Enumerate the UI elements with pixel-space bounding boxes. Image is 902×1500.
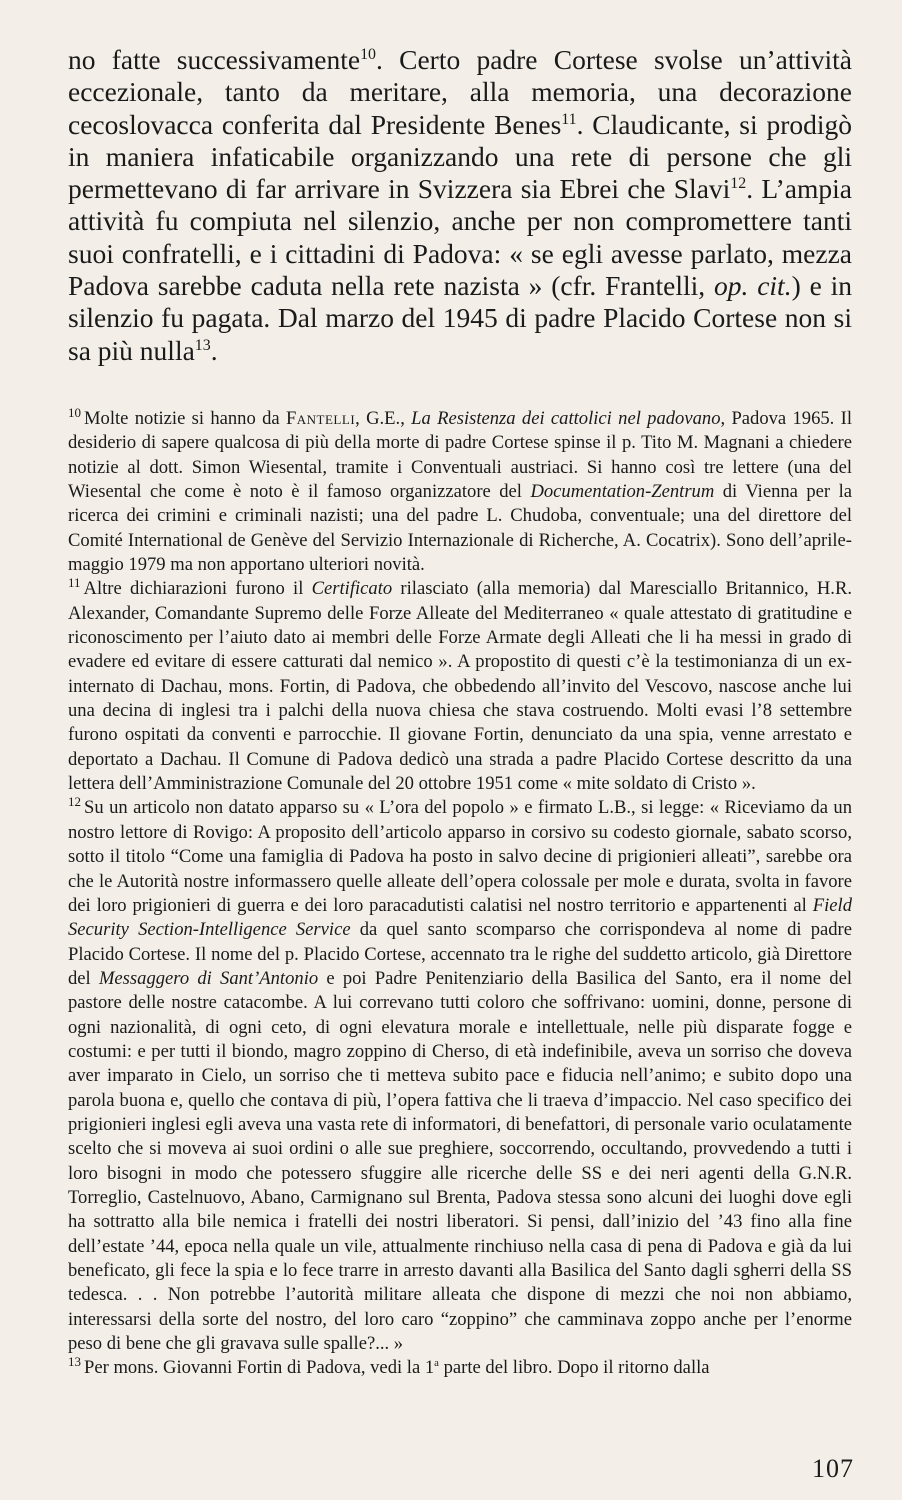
page-content: [68, 44, 852, 1381]
footnote-author: Fantelli: [285, 407, 356, 429]
footnote-text: , G.E.,: [355, 407, 412, 429]
body-text-c: . Claudicante, si prodigò in maniera infaticabile organizzando una rete di persone che gli permettevano di far arrivare in Svizzera sia Ebrei che Slavi: [68, 108, 852, 205]
footnote-text: Su un articolo non datato apparso su « L’ora del popolo » e firmato L.B., si legge: « Riceviamo da un nostro lettore di Rovigo: A proposito dell’articolo apparso in corsivo su codesto giornale, sabato scorso, sotto il titolo “Come una famiglia di Padova ha posto in salvo decine di prigionieri alleati”, sarebbe ora che le Autorità nostre informassero quelle alleate dell’opera colossale per mole e durata, svolta in favore dei loro prigionieri di guerra e dei loro paracadutisti calatisi nel nostro territorio e appartenenti al: [68, 797, 852, 916]
footnote-text: da quel santo scomparso che corrispondeva al nome di padre Placido Cortese. Il nome del p. Placido Cortese, accennato tra le righe del suddetto articolo, già Direttore del: [68, 919, 852, 989]
footnote-italic: Documentation-Zentrum: [530, 481, 715, 502]
footnote-text: rilasciato (alla memoria) dal Maresciallo Britannico, H.R. Alexander, Comandante Supremo delle Forze Alleate del Mediterraneo « quale attestato di gratitudine e riconoscimento per l’aiuto dato ai membri delle Forze Armate degli Alleati che li ha messi in grado di evadere ed evitare di essere catturati dal nemico ». A propostito di questi c’è la testimonianza di un ex-internato di Dachau, mons. Fortin, di Padova, che obbedendo all’invito del Vescovo, nascose anche lui una decina di inglesi tra i palchi della nuova chiesa che stava costruendo. Molti evasi l’8 settembre furono ospitati da conventi e parrocchie. Il giovane Fortin, denunciato da una spia, venne arrestato e deportato a Dachau. Il Comune di Padova dedicò una strada a padre Placido Cortese descritto da una lettera dell’Amministrazione Comunale del 20 ottobre 1951 come « mite soldato di Cristo ».: [68, 578, 852, 795]
footnote-ref-11[interactable]: 11: [561, 110, 577, 128]
footnote-ref-12[interactable]: 12: [730, 175, 747, 193]
footnote-number: 12: [68, 794, 82, 810]
main-text: [68, 44, 852, 367]
footnote-ref-13[interactable]: 13: [194, 336, 211, 354]
footnote-ref-10[interactable]: 10: [360, 45, 377, 63]
footnote-number: 13: [68, 1354, 82, 1370]
footnote-text: , Padova 1965. Il desiderio di sapere qualcosa di più della morte di padre Cortese spinse il p. Tito M. Magnani a chiedere notizie al dott. Simon Wiesental, tramite i Conventuali austriaci. Si hanno così tre lettere (una del Wiesental che come è noto è il famoso organizzatore del: [68, 407, 852, 502]
footnote-text: parte del libro. Dopo il ritorno dalla: [438, 1357, 710, 1379]
footnote-italic: Messaggero di Sant’Antonio: [98, 967, 319, 989]
ordinal-superscript: a: [434, 1357, 439, 1370]
body-text-f: .: [210, 334, 218, 366]
footnote-13: [68, 1356, 852, 1380]
footnote-text: Per mons. Giovanni Fortin di Padova, vedi la 1: [84, 1357, 435, 1379]
body-paragraph: [68, 44, 852, 367]
footnote-book-title: La Resistenza dei cattolici nel padovano: [411, 407, 721, 429]
footnote-text: Molte notizie si hanno da: [84, 407, 286, 429]
footnote-number: 11: [68, 575, 81, 591]
page-number: 107: [812, 1454, 854, 1483]
body-text-b: . Certo padre Cortese svolse un’attività eccezionale, tanto da meritare, alla memoria, una decorazione cecoslovacca conferita dal Presidente Benes: [68, 44, 852, 140]
footnote-text: Altre dichiarazioni furono il: [83, 578, 312, 600]
footnote-number: 10: [68, 404, 82, 420]
footnote-10: [68, 404, 852, 577]
footnote-11: [68, 577, 852, 796]
body-text-d: . L’ampia attività fu compiuta nel silenzio, anche per non compromettere tanti suoi confratelli, e i cittadini di Padova: « se egli avesse parlato, mezza Padova sarebbe caduta nella rete nazista » (cfr. Frantelli,: [68, 173, 852, 302]
footnote-italic: Certificato: [311, 578, 393, 600]
footnote-12: [68, 796, 852, 1356]
op-cit: op. cit.: [714, 270, 792, 302]
footnote-text: e poi Padre Penitenziario della Basilica del Santo, era il nome del pastore delle nostre catacombe. A lui correvano tutti coloro che soffrivano: uomini, donne, persone di ogni nazionalità, di ogni ceto, di ogni elevatura morale e intellettuale, nelle più disparate fogge e costumi: e per tutti il biondo, magro zoppino di Cherso, di età indefinibile, aveva un sorriso che doveva aver imparato in Cielo, un sorriso che ti metteva subito pace e fiducia nell’animo; e subito dopo una parola buona e, quello che contava di più, l’opera fattiva che li traeva d’impaccio. Nel caso specifico dei prigionieri inglesi egli aveva una vasta rete di informatori, di benefattori, di personale vario oculatamente scelto che si moveva ai suoi ordini o alle sue preghiere, soccorrendo, occultando, provvedendo a tutti i loro bisogni in modo che potessero sfuggire alle ricerche delle SS e dei neri agenti della G.N.R. Torreglio, Castelnuovo, Abano, Carmignano sul Brenta, Padova stessa sono alcuni dei luoghi dove egli ha sottratto alla bile nemica i fratelli dei nostri liberatori. Si pensi, dall’inizio del ’43 fino alla fine dell’estate ’44, epoca nella quale un vile, attualmente rinchiuso nella casa di pena di Padova e già da lui beneficato, gli fece la spia e lo fece trarre in arresto davanti alla Basilica del Santo dagli sgherri della SS tedesca. . . Non potrebbe l’autorità militare alleata che dispone di mezzi che noi non abbiamo, interessarsi della sorte del nostro, del loro caro “zoppino” che camminava zoppo anche per l’enorme peso di bene che gli gravava sulle spalle?... »: [68, 967, 852, 1355]
body-text-e: ) e in silenzio fu pagata. Dal marzo del 1945 di padre Placido Cortese non si sa più nulla: [68, 270, 852, 366]
footnote-italic: Field Security Section-Intelligence Service: [68, 894, 852, 941]
footnote-text: di Vienna per la ricerca dei crimini e criminali nazisti; una del padre L. Chudoba, conventuale; una del direttore del Comité International de Genève del Servizio Internazionale di Richerche, A. Cocatrix). Sono dell’aprile-maggio 1979 ma non apportano ulteriori novità.: [68, 481, 852, 576]
body-text-a: no fatte successivamente: [68, 44, 361, 75]
footnotes: [68, 404, 852, 1381]
